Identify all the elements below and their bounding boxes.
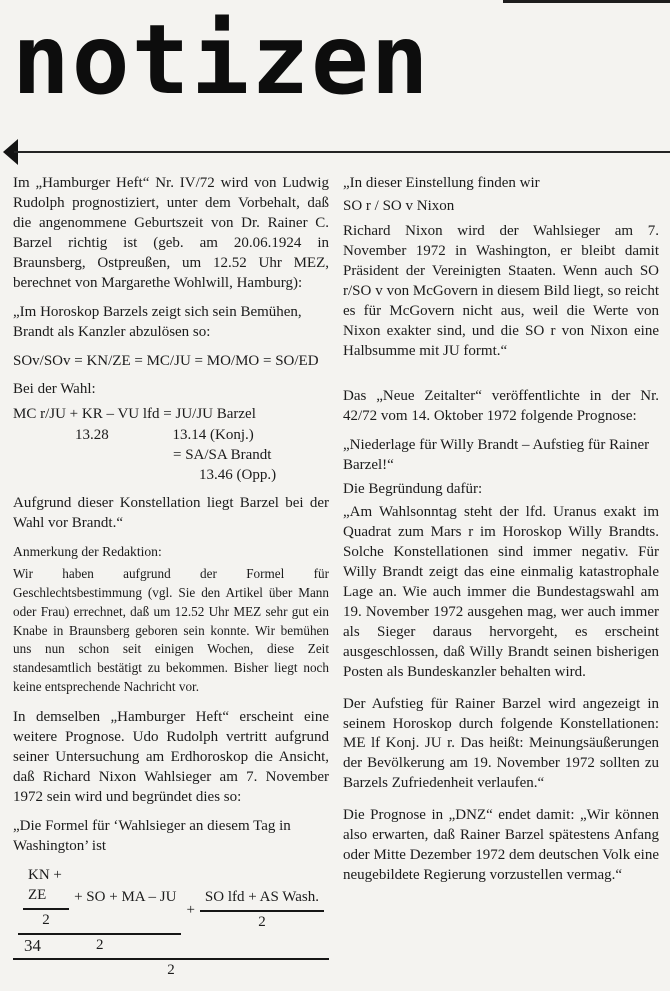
editor-note-heading: Anmerkung der Redaktion:	[13, 544, 162, 560]
inner-fraction	[23, 866, 69, 931]
quote-paragraph: „Die Formel für ‘Wahlsieger an diesem Tag in Washington’ ist	[13, 818, 291, 855]
divider-line	[14, 151, 670, 153]
wahl-line-1: MC r/JU + KR – VU lfd = JU/JU Barzel	[13, 406, 256, 423]
outer-numerator	[13, 866, 329, 960]
headline-quote: „Niederlage für Willy Brandt – Aufstieg für Rainer Barzel!“	[343, 437, 650, 474]
paragraph: In demselben „Hamburger Heft“ erscheint eine weitere Prognose. Udo Rudolph vertritt aufgrund seiner Untersuchung am Erdhoroskop die Ansicht, daß Richard Nixon Wahlsieger am 7. November 1972 sein wird und begründet dies so:	[13, 709, 329, 806]
sa-sa-brandt: = SA/SA Brandt	[173, 446, 272, 463]
page-title: notizen	[12, 4, 431, 116]
middle-fraction	[18, 866, 181, 956]
article-body	[13, 174, 659, 981]
quote-open-line: „In dieser Einstellung finden wir	[343, 175, 540, 191]
wahl-label: Bei der Wahl:	[13, 381, 96, 398]
conclusion-paragraph: Aufgrund dieser Konstellation liegt Barzel bei der Wahl vor Brandt.“	[13, 495, 329, 532]
paragraph: Richard Nixon wird der Wahlsieger am 7. November 1972 in Washington, er bleibt damit Präsident der Vereinigten Staaten. Wenn auch SO r/SO v von McGovern in diesem Bild liegt, so reicht es für McGovern nicht aus, weil die Werte von Nixon exakter sind, und die SO r von Nixon eine Halbsumme mit JU formt.“	[343, 222, 659, 359]
section-divider	[0, 139, 670, 165]
editor-note-body: Wir haben aufgrund der Formel für Geschlechtsbestimmung (vgl. Sie den Artikel über Mann oder Frau) errechnet, daß um 12.52 Uhr MEZ sehr gut ein Knabe in Braunsberg geboren sein konnte. Wir bemühen uns nun schon seit einigen Wochen, diese Zeit standesamtlich bestätigt zu bekommen. Bisher liegt noch keine entsprechende Nachricht vor.	[13, 566, 329, 694]
outer-denominator: 2	[167, 961, 175, 978]
value-13-14-konj: 13.14 (Konj.)	[172, 426, 254, 443]
wahl-line-4	[13, 465, 329, 485]
quote-paragraph: „Im Horoskop Barzels zeigt sich sein Bemühen, Brandt als Kanzler abzulösen so:	[13, 303, 302, 340]
nixon-election-formula	[13, 866, 329, 981]
outer-fraction	[13, 866, 329, 981]
paragraph: Das „Neue Zeitalter“ veröffentlichte in der Nr. 42/72 vom 14. Oktober 1972 folgende Prognose:	[343, 388, 659, 425]
paragraph: Die Prognose in „DNZ“ endet damit: „Wir können also erwarten, daß Rainer Barzel spätestens Anfang oder Mitte Dezember 1972 dem deutschen Volk eine neugebildete Regierung vorzustellen vermag.“	[343, 807, 659, 884]
paragraph: „Am Wahlsonntag steht der lfd. Uranus exakt im Quadrat zum Mars r im Horoskop Willy Brandts. Solche Konstellationen sind immer negativ. Für Willy Brandt zeigt das eine einmalig katastrophale Lage an. Wie auch immer die Bundestagswahl am 19. November 1972 ausgehen mag, wer auch immer als Sieger daraus hervorgeht, es erscheint ausgeschlossen, daß Willy Brandt seinen bisherigen Posten als Bundeskanzler behalten wird.	[343, 504, 659, 680]
right-denominator: 2	[258, 914, 266, 931]
left-column	[13, 174, 329, 981]
paragraph: Im „Hamburger Heft“ Nr. IV/72 wird von Ludwig Rudolph prognostiziert, unter dem Vorbehalt, daß die angenommene Geburtszeit von Dr. Rainer C. Barzel richtig ist (geb. am 20.06.1924 in Braunsberg, Ostpreußen, um 12.52 Uhr MEZ, berechnet von Margarethe Wohlwill, Hamburg):	[13, 175, 329, 291]
inner-numerator: KN + ZE	[23, 866, 69, 910]
wahl-calculation-block	[13, 404, 329, 485]
right-column	[343, 174, 659, 981]
reason-label: Die Begründung dafür:	[343, 481, 483, 498]
paragraph: Der Aufstieg für Rainer Barzel wird angezeigt in seinem Horoskop durch folgende Konstellationen: ME lf Konj. JU r. Das heißt: Meinungsäußerungen der Bevölkerung am 19. November 1972 sollten zu Barzels Zufriedenheit verlaufen.“	[343, 695, 659, 792]
middle-numerator	[18, 866, 181, 935]
middle-terms: + SO + MA – JU	[74, 889, 177, 906]
wahl-line-3	[13, 445, 329, 465]
value-13-46-opp: 13.46 (Opp.)	[199, 467, 277, 484]
middle-denominator: 2	[95, 936, 104, 953]
page-number: 34	[24, 936, 41, 955]
astro-formula-line: SOv/SOv = KN/ZE = MC/JU = MO/MO = SO/ED	[13, 352, 319, 369]
top-edge-rule	[503, 0, 670, 3]
wahl-line-2	[13, 425, 329, 445]
value-13-28: 13.28	[75, 426, 109, 443]
nixon-formula-line: SO r / SO v Nixon	[343, 197, 455, 214]
inner-denominator: 2	[42, 911, 50, 928]
right-numerator: SO lfd + AS Wash.	[200, 888, 324, 912]
plus-sign: +	[186, 901, 195, 918]
right-fraction	[200, 888, 324, 933]
